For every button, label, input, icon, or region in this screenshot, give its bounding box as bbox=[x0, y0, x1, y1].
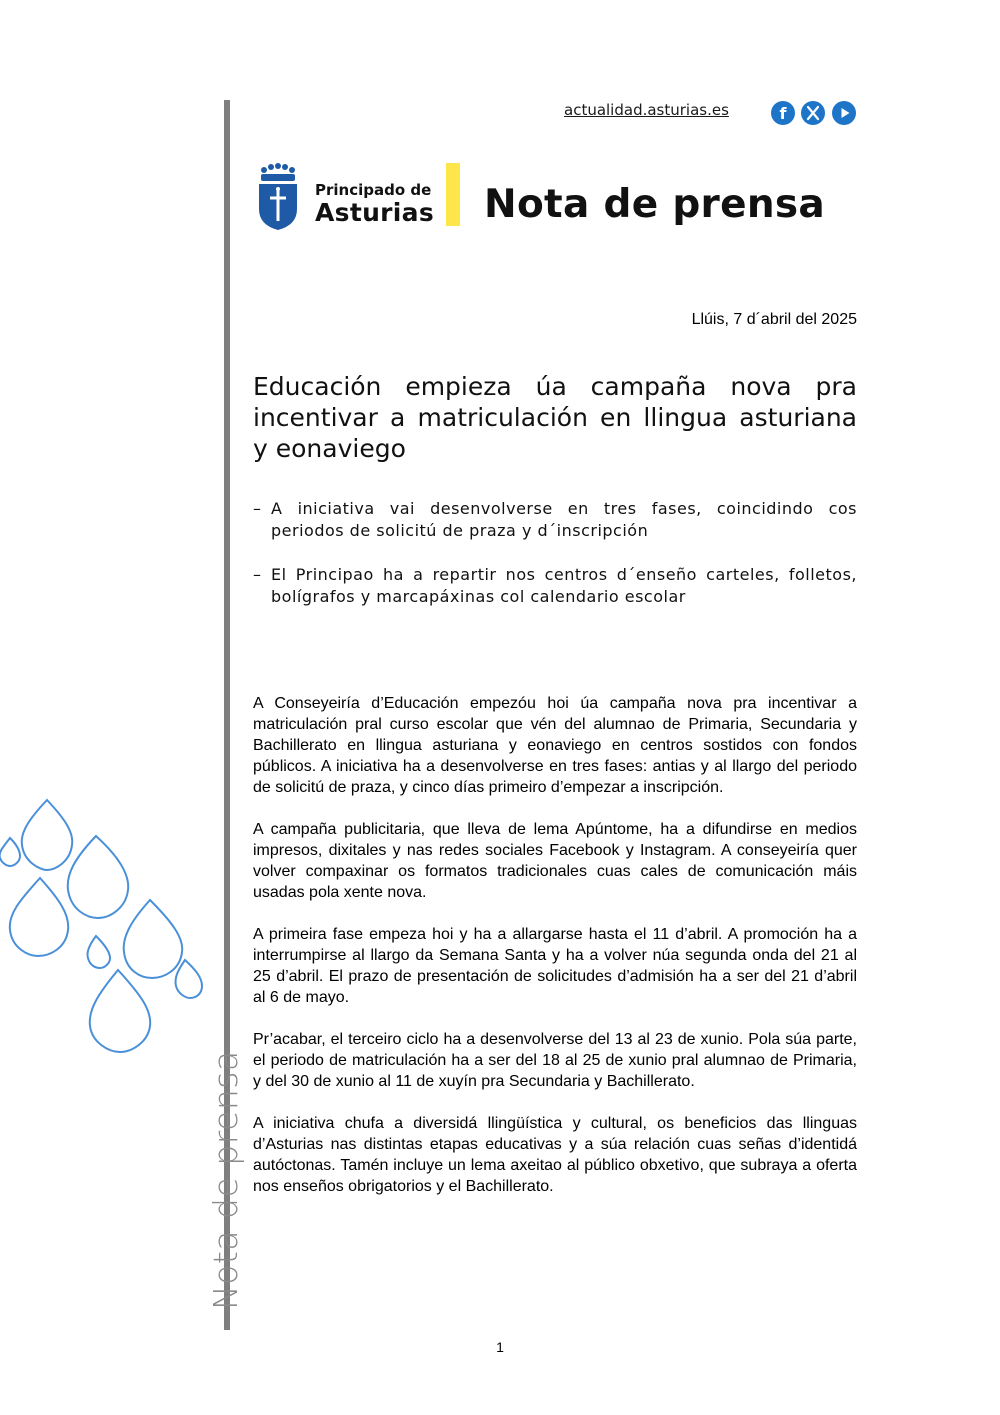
bullet-item: – A iniciativa vai desenvolverse en tres fases, coincidindo cos periodos de solicitú de praza y d´inscripción bbox=[253, 498, 857, 542]
logo-line-2: Asturias bbox=[315, 198, 435, 227]
site-link[interactable]: actualidad.asturias.es bbox=[564, 101, 729, 119]
facebook-icon[interactable] bbox=[771, 101, 795, 125]
doc-type-title: Nota de prensa bbox=[484, 182, 826, 227]
summary-bullets bbox=[253, 498, 857, 630]
decorative-drops-icon bbox=[0, 790, 210, 1075]
logo-line-1: Principado de bbox=[315, 181, 432, 199]
paragraph: A Conseyeiría d’Educación empezóu hoi úa campaña nova pra incentivar a matriculación pral curso escolar que vén del alumnao de Primaria, Secundaria y Bachillerato en llingua asturiana y eonaviego en centros sostidos con fondos públicos. A iniciativa ha a desenvolverse en tres fases: antias y al llargo del periodo de solicitú de praza, y cinco días primeiro d’empezar a inscripción. bbox=[253, 695, 857, 796]
side-label: Nota de prensa bbox=[206, 1050, 245, 1310]
paragraph: A iniciativa chufa a diversidá llingüística y cultural, os beneficios das llinguas d’Asturias nas distintas etapas educativas y a súa relación cuas señas d’identidá autóctonas. Tamén incluye un lema axeitao al público obxetivo, que subraya a oferta nos enseños obrigatorios y el Bachillerato. bbox=[253, 1115, 857, 1195]
body-text bbox=[253, 693, 857, 1218]
page-number: 1 bbox=[496, 1339, 504, 1355]
bullet-item: – El Principao ha a repartir nos centros d´enseño carteles, folletos, bolígrafos y marcapáxinas col calendario escolar bbox=[253, 564, 857, 608]
date-line: Llúis, 7 d´abril del 2025 bbox=[691, 311, 857, 328]
x-icon[interactable] bbox=[801, 101, 825, 125]
paragraph: Pr’acabar, el terceiro ciclo ha a desenvolverse del 13 al 23 de xunio. Pola súa parte, el periodo de matriculación ha a ser del 18 al 25 de xunio pral alumnao de Primaria, y del 30 de xunio al 11 de xuyín pra Secundaria y Bachillerato. bbox=[253, 1031, 857, 1090]
headline: Educación empieza úa campaña nova pra incentivar a matriculación en llingua asturiana y eonaviego bbox=[253, 372, 857, 463]
paragraph: A primeira fase empeza hoi y ha a allargarse hasta el 11 d’abril. A promoción ha a interrumpirse al llargo da Semana Santa y ha a volver núa segunda onda del 21 al 25 d’abril. El prazo de presentación de solicitudes d’admisión ha a ser del 21 d’abril al 6 de mayo. bbox=[253, 926, 857, 1006]
youtube-icon[interactable] bbox=[832, 101, 856, 125]
svg-text:f: f bbox=[779, 104, 787, 123]
asturias-crest-logo bbox=[256, 163, 300, 236]
yellow-divider bbox=[446, 163, 460, 226]
logo-wordmark bbox=[315, 182, 434, 227]
paragraph: A campaña publicitaria, que lleva de lema Apúntome, ha a difundirse en medios impresos, dixitales y nas redes sociales Facebook y Instagram. A conseyeiría quer volver compaxinar os formatos tradicionales cuas cales de comunicación máis usadas pola xente nova. bbox=[253, 821, 857, 901]
